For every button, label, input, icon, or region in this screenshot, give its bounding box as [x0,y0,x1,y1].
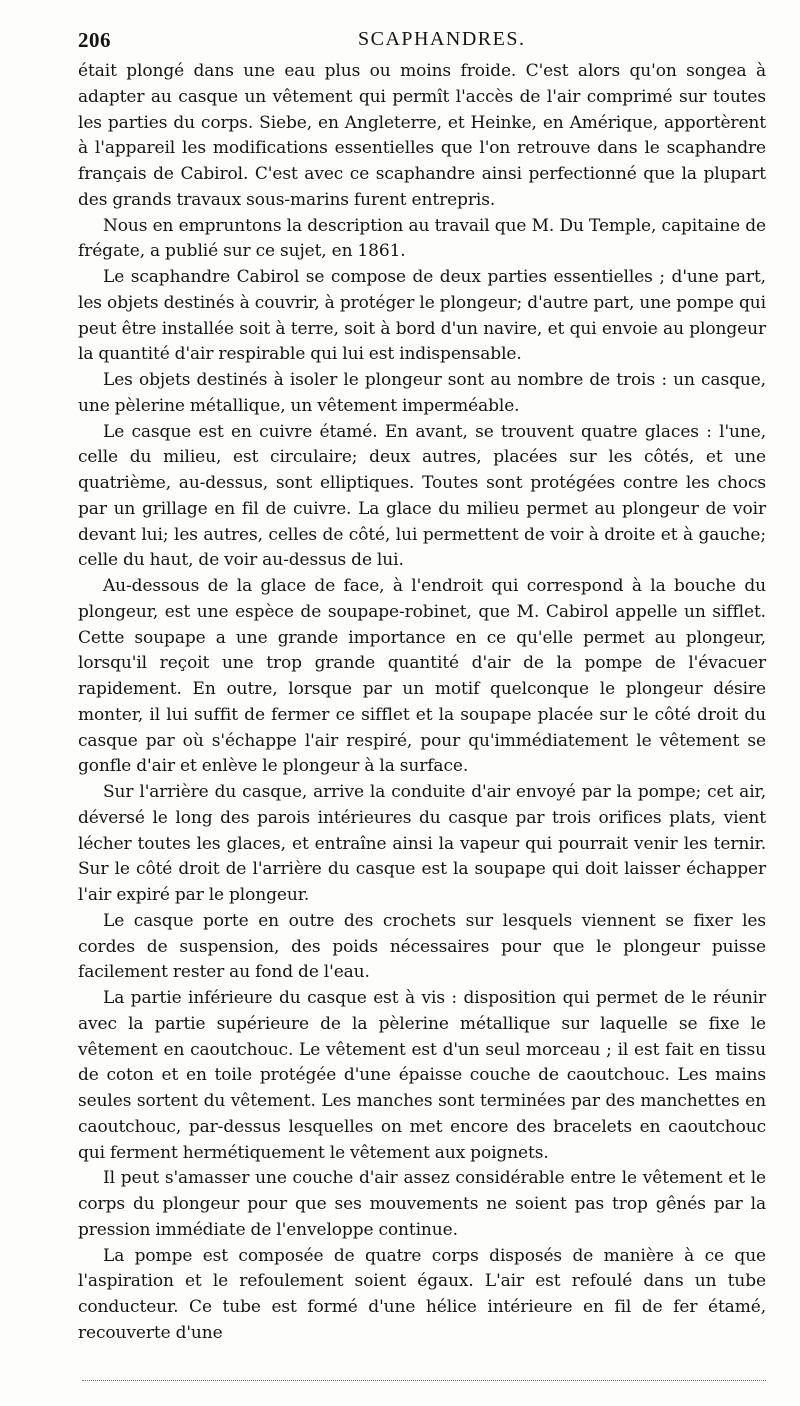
paragraph: Les objets destinés à isoler le plongeur sont au nombre de trois : un casque, une pèlerine métallique, un vêtement imperméable. [78,370,766,416]
paragraph: Le casque porte en outre des crochets sur lesquels viennent se fixer les cordes de suspension, des poids nécessaires pour que le plongeur puisse facilement rester au fond de l'eau. [78,910,766,983]
paragraph: Le scaphandre Cabirol se compose de deux parties essentielles ; d'une part, les objets destinés à couvrir, à protéger le plongeur; d'autre part, une pompe qui peut être installée soit à terre, soit à bord d'un navire, et qui envoie au plongeur la quantité d'air respirable qui lui est indispensable. [78,267,766,365]
paragraph: La pompe est composée de quatre corps disposés de manière à ce que l'aspiration et le refoulement soient égaux. L'air est refoulé dans un tube conducteur. Ce tube est formé d'une hélice intérieure en fil de fer étamé, recouverte d'une [78,1245,766,1343]
body-text [78,59,766,1347]
paragraph: Nous en empruntons la description au travail que M. Du Temple, capitaine de frégate, a publié sur ce sujet, en 1861. [78,215,766,262]
paragraph: Au-dessous de la glace de face, à l'endroit qui correspond à la bouche du plongeur, est une espèce de soupape-robinet, que M. Cabirol appelle un sifflet. Cette soupape a une grande importance en ce qu'elle permet au plongeur, lorsqu'il reçoit une trop grande quantité d'air de la pompe de l'évacuer rapidement. En outre, lorsque par un motif quelconque le plongeur désire monter, il lui suffit de fermer ce sifflet et la soupape placée sur le côté droit du casque par où s'échappe l'air respiré, pour qu'immédiatement le vêtement se gonfle d'air et enlève le plongeur à la surface. [78,576,766,777]
paragraph: Il peut s'amasser une couche d'air assez considérable entre le vêtement et le corps du plongeur pour que ses mouvements ne soient pas trop gênés par la pression immédiate de l'enveloppe continue. [78,1168,766,1240]
paragraph: Le casque est en cuivre étamé. En avant, se trouvent quatre glaces : l'une, celle du milieu, est circulaire; deux autres, placées sur les côtés, et une quatrième, au-dessus, sont elliptiques. Toutes sont protégées contre les chocs par un grillage en fil de cuivre. La glace du milieu permet au plongeur de voir devant lui; les autres, celles de côté, lui permettent de voir à droite et à gauche; celle du haut, de voir au-dessus de lui. [78,421,766,571]
footer-dotted-rule [82,1380,766,1381]
page-number: 206 [78,28,111,52]
paragraph: La partie inférieure du casque est à vis : disposition qui permet de le réunir avec la partie supérieure de la pèlerine métallique sur laquelle se fixe le vêtement en caoutchouc. Le vêtement est d'un seul morceau ; il est fait en tissu de coton et en toile protégée d'une épaisse couche de caoutchouc. Les mains seules sortent du vêtement. Les manches sont terminées par des manchettes en caoutchouc, par-dessus lesquelles on met encore des bracelets en caoutchouc qui ferment hermétiquement le vêtement aux poignets. [78,988,766,1163]
paragraph-continued: était plongé dans une eau plus ou moins froide. C'est alors qu'on songea à adapter au casque un vêtement qui permît l'accès de l'air comprimé sur toutes les parties du corps. Siebe, en Angleterre, et Heinke, en Amérique, apportèrent à l'appareil les modifications essentielles que l'on retrouve dans le scaphandre français de Cabirol. C'est avec ce scaphandre ainsi perfectionné que la plupart des grands travaux sous-marins furent entrepris. [78,61,766,210]
running-head [78,28,768,56]
paragraph: Sur l'arrière du casque, arrive la conduite d'air envoyé par la pompe; cet air, déversé le long des parois intérieures du casque par trois orifices plats, vient lécher toutes les glaces, et entraîne ainsi la vapeur qui pourrait venir les ternir. Sur le côté droit de l'arrière du casque est la soupape qui doit laisser échapper l'air expiré par le plongeur. [78,782,766,905]
running-title: SCAPHANDRES. [358,28,526,50]
